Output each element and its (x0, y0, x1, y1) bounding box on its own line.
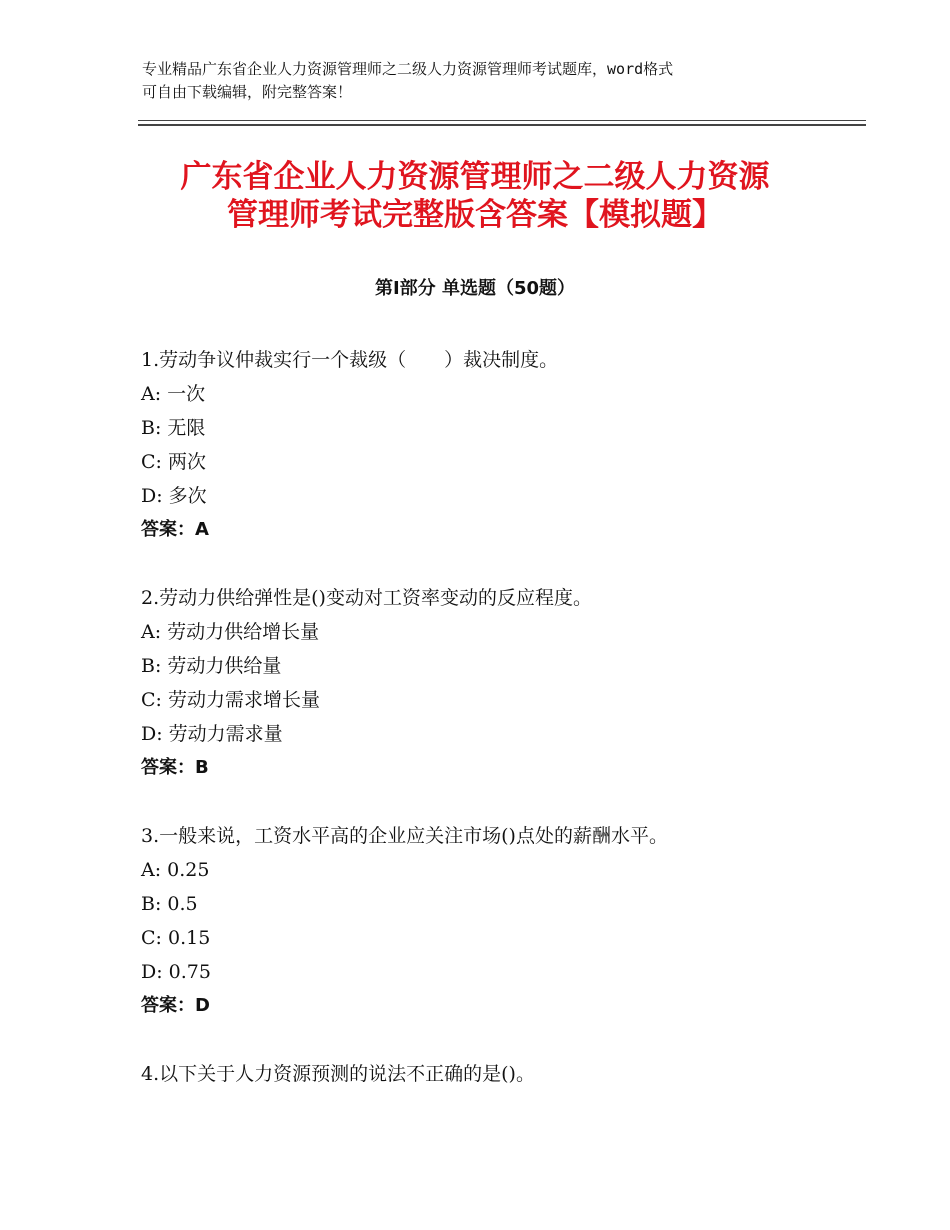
question-item (141, 343, 861, 547)
option-d: D: 劳动力需求量 (141, 723, 283, 745)
header-divider-thick (138, 124, 866, 126)
option-c: C: 劳动力需求增长量 (141, 689, 320, 711)
header-note (142, 58, 822, 104)
question-item (141, 1057, 861, 1091)
document-title-line-2: 管理师考试完整版含答案【模拟题】 (227, 197, 723, 233)
header-note-line-2: 可自由下载编辑，附完整答案！ (142, 83, 353, 101)
option-a: A: 劳动力供给增长量 (141, 621, 320, 643)
question-stem: 1.劳动争议仲裁实行一个裁级（ ）裁决制度。 (141, 349, 559, 371)
question-stem: 3.一般来说，工资水平高的企业应关注市场()点处的薪酬水平。 (141, 825, 668, 847)
answer-label: 答案：D (141, 995, 210, 1016)
question-stem: 4.以下关于人力资源预测的说法不正确的是()。 (141, 1063, 535, 1085)
header-note-line-1: 专业精品广东省企业人力资源管理师之二级人力资源管理师考试题库，word格式 (142, 60, 674, 78)
option-b: B: 0.5 (141, 893, 198, 915)
document-title (80, 158, 870, 234)
question-list (141, 343, 861, 1125)
option-d: D: 多次 (141, 485, 207, 507)
option-b: B: 劳动力供给量 (141, 655, 282, 677)
answer-label: 答案：A (141, 519, 209, 540)
option-c: C: 两次 (141, 451, 206, 473)
header-divider-thin (138, 120, 866, 121)
option-d: D: 0.75 (141, 961, 211, 983)
document-title-line-1: 广东省企业人力资源管理师之二级人力资源 (180, 159, 770, 195)
question-item (141, 581, 861, 785)
option-a: A: 0.25 (141, 859, 210, 881)
option-b: B: 无限 (141, 417, 206, 439)
option-a: A: 一次 (141, 383, 206, 405)
section-title: 第Ⅰ部分 单选题（50题） (374, 278, 575, 299)
question-stem: 2.劳动力供给弹性是()变动对工资率变动的反应程度。 (141, 587, 592, 609)
question-item (141, 819, 861, 1023)
option-c: C: 0.15 (141, 927, 211, 949)
answer-label: 答案：B (141, 757, 209, 778)
